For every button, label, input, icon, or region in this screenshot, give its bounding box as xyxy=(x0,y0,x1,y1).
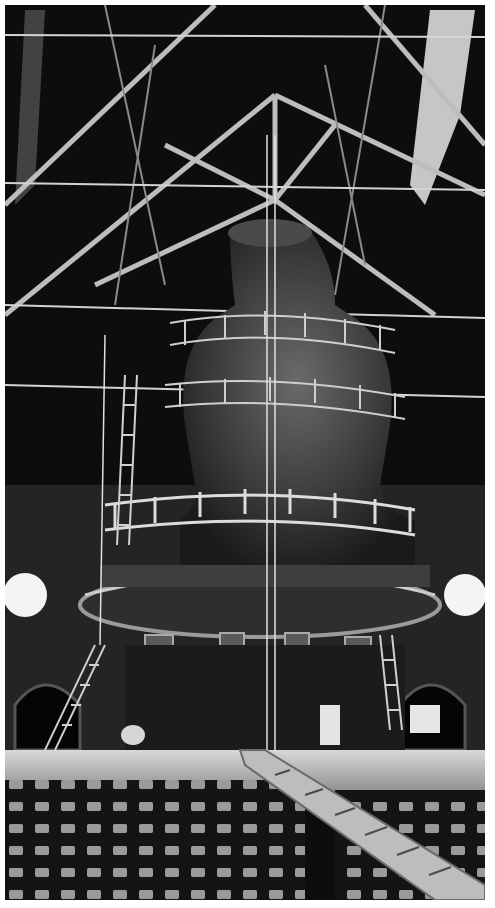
left-lamp xyxy=(5,573,47,617)
right-doorway-light xyxy=(410,705,440,733)
right-lamp xyxy=(444,574,485,616)
blast-furnace-photo xyxy=(5,5,485,900)
mantle-ring xyxy=(100,565,430,587)
hearth xyxy=(125,645,405,750)
ladle xyxy=(121,725,145,745)
pig-iron-molds-left xyxy=(5,780,305,900)
furnace-top xyxy=(228,219,312,247)
photo-frame xyxy=(5,5,485,900)
hearth-opening xyxy=(320,705,340,745)
